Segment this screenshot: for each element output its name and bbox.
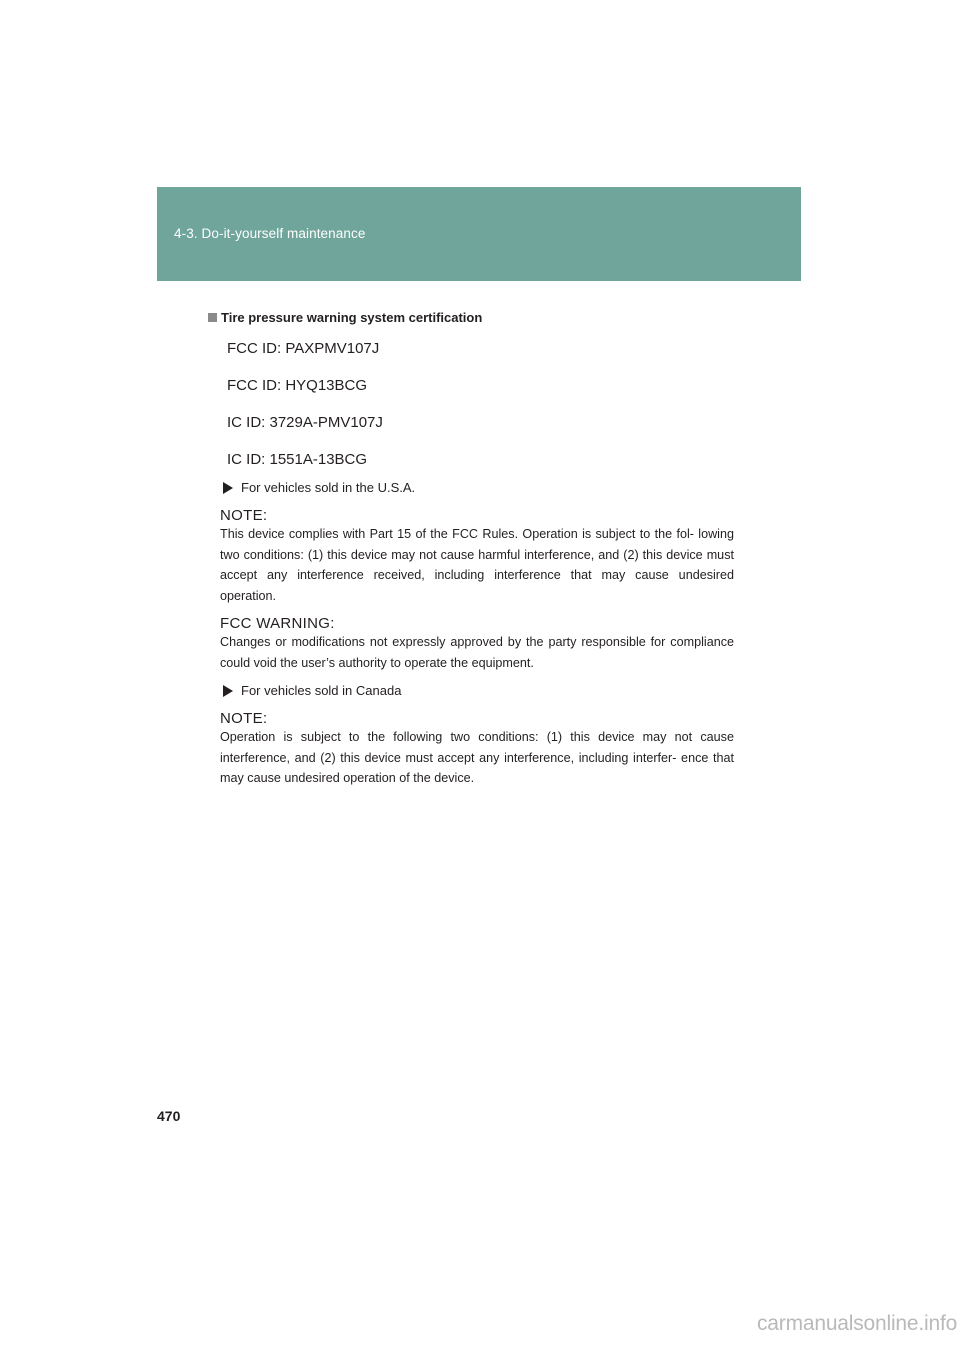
- header-band: [157, 187, 801, 281]
- certification-id-list: [227, 340, 734, 469]
- region-usa: [223, 479, 734, 497]
- usa-warning-text: Changes or modifications not expressly approved by the party responsible for compliance could void the user’s authority to operate the equipment.: [220, 635, 734, 670]
- section-heading: [208, 308, 722, 328]
- region-canada: [223, 682, 734, 700]
- arrow-right-icon: [223, 482, 233, 494]
- certification-id: FCC ID: HYQ13BCG: [227, 377, 368, 394]
- section-title: 4-3. Do-it-yourself maintenance: [174, 226, 366, 241]
- region-usa-label: For vehicles sold in the U.S.A.: [241, 480, 416, 495]
- usa-warning-label: FCC WARNING:: [220, 615, 335, 632]
- canada-note: [220, 710, 734, 789]
- usa-note: [220, 507, 734, 606]
- usa-note-text: This device complies with Part 15 of the FCC Rules. Operation is subject to the fol- lowing two conditions: (1) this device may not cause harmful interference, and (2) this device must accept any interference received, including interference that may cause undesired operation.: [220, 527, 734, 603]
- section-heading-text: Tire pressure warning system certification: [221, 310, 483, 325]
- usa-fcc-warning: [220, 615, 734, 673]
- canada-note-text: Operation is subject to the following two conditions: (1) this device may not cause interference, and (2) this device must accept any interference, including interfer- ence that may cause undesired operation of the device.: [220, 730, 734, 785]
- certification-id: IC ID: 1551A-13BCG: [227, 451, 368, 468]
- region-canada-label: For vehicles sold in Canada: [241, 683, 402, 698]
- certification-id: IC ID: 3729A-PMV107J: [227, 414, 383, 431]
- square-bullet-icon: [208, 313, 217, 322]
- main-content: [220, 308, 734, 798]
- arrow-right-icon: [223, 685, 233, 697]
- canada-note-label: NOTE:: [220, 710, 268, 727]
- certification-id: FCC ID: PAXPMV107J: [227, 340, 380, 357]
- page-number: 470: [157, 1108, 181, 1124]
- watermark: carmanualsonline.info: [757, 1312, 958, 1335]
- usa-note-label: NOTE:: [220, 507, 268, 524]
